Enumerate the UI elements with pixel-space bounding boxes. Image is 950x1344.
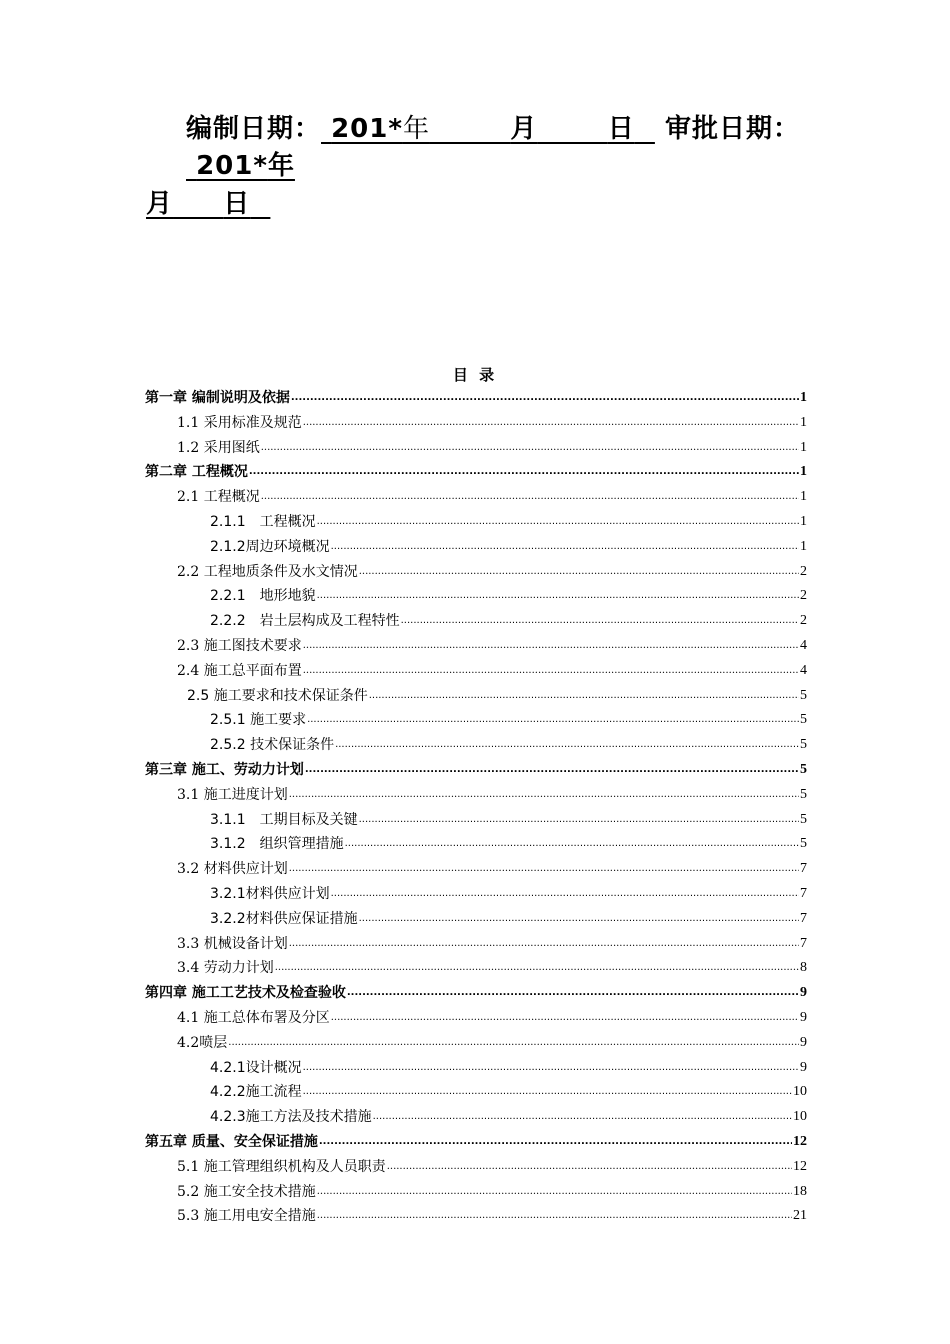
toc-entry-page: 5 [800, 712, 807, 728]
toc-entry-title: 2.1 工程概况 [177, 489, 260, 506]
compile-day-unit: 日 [607, 114, 635, 144]
toc-entry-page: 18 [793, 1183, 807, 1199]
toc-leader-dots [373, 1105, 792, 1130]
toc-leader-dots [249, 460, 799, 485]
toc-entry[interactable] [145, 1180, 807, 1205]
toc-entry[interactable] [145, 584, 807, 609]
toc-leader-dots [345, 832, 799, 857]
toc-entry-page: 5 [800, 786, 807, 802]
toc-entry-title: 5.3 施工用电安全措施 [177, 1208, 316, 1225]
toc-entry-title: 3.3 机械设备计划 [177, 935, 288, 952]
toc-leader-dots [401, 609, 799, 634]
toc-leader-dots [359, 560, 799, 585]
toc-entry-title: 3.1.1 工期目标及关键 [210, 811, 358, 828]
toc-entry[interactable] [145, 634, 807, 659]
toc-entry-title: 4.2.2施工流程 [210, 1084, 302, 1101]
toc-entry-title: 2.1.1 工程概况 [210, 513, 316, 530]
toc-entry[interactable] [145, 832, 807, 857]
toc-entry-page: 2 [800, 613, 807, 629]
toc-entry-page: 2 [800, 563, 807, 579]
toc-leader-dots [275, 956, 799, 981]
toc-leader-dots [331, 1006, 799, 1031]
toc-entry-page: 9 [800, 1034, 807, 1050]
toc-entry-page: 10 [793, 1109, 807, 1125]
toc-entry[interactable] [145, 1155, 807, 1180]
toc-leader-dots [289, 857, 799, 882]
toc-entry-title: 3.1.2 组织管理措施 [210, 836, 344, 853]
toc-entry-page: 1 [800, 439, 807, 455]
toc-leader-dots [303, 634, 799, 659]
toc-entry-page: 5 [800, 811, 807, 827]
toc-leader-dots [317, 510, 799, 535]
toc-entry-page: 9 [800, 1009, 807, 1025]
toc-entry[interactable] [145, 808, 807, 833]
toc-entry-title: 3.2.1材料供应计划 [210, 885, 330, 902]
toc-entry-page: 5 [800, 687, 807, 703]
toc-entry[interactable] [145, 1130, 807, 1155]
toc-entry-page: 2 [800, 588, 807, 604]
compile-date-value [321, 114, 655, 144]
toc-entry-title: 1.2 采用图纸 [177, 439, 260, 456]
toc-entry-page: 21 [793, 1208, 807, 1224]
toc-entry-page: 5 [800, 836, 807, 852]
toc-leader-dots [291, 386, 799, 411]
toc-entry[interactable] [145, 956, 807, 981]
toc-entry-title: 3.4 劳动力计划 [177, 960, 274, 977]
toc-leader-dots [331, 882, 799, 907]
toc-entry-title: 2.2.2 岩土层构成及工程特性 [210, 613, 400, 630]
toc-entry[interactable] [145, 1031, 807, 1056]
toc-entry[interactable] [145, 1080, 807, 1105]
compile-month-unit: 月 [510, 114, 538, 144]
toc-leader-dots [335, 733, 799, 758]
toc-entry-title: 5.1 施工管理组织机构及人员职责 [177, 1158, 386, 1175]
approve-day-unit: 日 [223, 189, 251, 219]
toc-entry[interactable] [145, 460, 807, 485]
toc-entry[interactable] [145, 783, 807, 808]
toc-entry-page: 4 [800, 637, 807, 653]
toc-entry[interactable] [145, 436, 807, 461]
toc-leader-dots [303, 659, 799, 684]
approve-month-unit: 月 [146, 189, 174, 219]
toc-leader-dots [228, 1031, 799, 1056]
toc-entry[interactable] [145, 510, 807, 535]
toc-entry-title: 4.2.1设计概况 [210, 1059, 302, 1076]
toc-entry-page: 7 [800, 861, 807, 877]
toc-leader-dots [317, 1180, 792, 1205]
table-of-contents [145, 386, 807, 1229]
toc-leader-dots [305, 758, 799, 783]
compile-year-unit: 年 [402, 114, 430, 144]
toc-entry-title: 第四章 施工工艺技术及检查验收 [145, 985, 346, 1002]
toc-entry-title: 2.1.2周边环境概况 [210, 538, 330, 555]
toc-entry-title: 第一章 编制说明及依据 [145, 390, 290, 406]
toc-leader-dots [303, 1080, 792, 1105]
compile-year: 201* [331, 114, 403, 144]
toc-entry-title: 2.4 施工总平面布置 [177, 662, 302, 679]
toc-entry-page: 9 [800, 985, 807, 1001]
toc-entry[interactable] [145, 560, 807, 585]
toc-entry-page: 8 [800, 960, 807, 976]
toc-leader-dots [359, 907, 799, 932]
toc-entry-title: 1.1 采用标准及规范 [177, 414, 302, 431]
toc-leader-dots [303, 411, 799, 436]
toc-entry-page: 1 [800, 414, 807, 430]
toc-entry-title: 2.5.1 施工要求 [210, 712, 307, 729]
toc-leader-dots [289, 932, 799, 957]
toc-leader-dots [319, 1130, 792, 1155]
toc-leader-dots [331, 535, 799, 560]
compile-date-label: 编制日期： [186, 114, 322, 144]
toc-leader-dots [347, 981, 799, 1006]
toc-title: 目 录 [452, 366, 498, 384]
toc-entry-page: 1 [800, 538, 807, 554]
toc-entry-page: 4 [800, 662, 807, 678]
toc-entry[interactable] [145, 485, 807, 510]
toc-entry-title: 2.5.2 技术保证条件 [210, 737, 335, 754]
toc-entry[interactable] [145, 932, 807, 957]
toc-entry[interactable] [145, 659, 807, 684]
approve-year: 201* [196, 151, 268, 181]
approve-date-value [186, 151, 295, 181]
toc-entry-title: 第二章 工程概况 [145, 464, 248, 481]
toc-leader-dots [317, 584, 799, 609]
toc-entry[interactable] [145, 609, 807, 634]
toc-leader-dots [289, 783, 799, 808]
toc-entry[interactable] [145, 907, 807, 932]
toc-entry-page: 9 [800, 1059, 807, 1075]
toc-entry-title: 第三章 施工、劳动力计划 [145, 761, 304, 778]
toc-entry[interactable] [145, 733, 807, 758]
toc-entry[interactable] [145, 684, 807, 709]
approve-date-continuation [146, 183, 846, 220]
toc-entry[interactable] [145, 411, 807, 436]
toc-entry[interactable] [145, 758, 807, 783]
toc-entry-page: 12 [793, 1158, 807, 1174]
approve-year-unit: 年 [267, 151, 295, 181]
toc-leader-dots [307, 708, 799, 733]
toc-entry-title: 2.2.1 地形地貌 [210, 588, 316, 605]
toc-entry[interactable] [145, 1105, 807, 1130]
toc-entry[interactable] [145, 981, 807, 1006]
toc-entry-title: 2.5 施工要求和技术保证条件 [187, 687, 368, 704]
toc-entry[interactable] [145, 857, 807, 882]
toc-entry[interactable] [145, 1006, 807, 1031]
toc-leader-dots [303, 1056, 799, 1081]
toc-entry-title: 3.2.2材料供应保证措施 [210, 910, 358, 927]
toc-entry-page: 12 [793, 1133, 807, 1149]
toc-entry[interactable] [145, 386, 807, 411]
toc-entry-page: 7 [800, 885, 807, 901]
toc-entry-title: 4.2.3施工方法及技术措施 [210, 1109, 372, 1126]
toc-entry-page: 5 [800, 737, 807, 753]
toc-entry-title: 4.2喷层 [177, 1034, 228, 1051]
toc-entry-title: 第五章 质量、安全保证措施 [145, 1133, 318, 1150]
toc-entry-page: 7 [800, 910, 807, 926]
toc-leader-dots [261, 436, 799, 461]
compile-date-line [186, 108, 886, 182]
toc-entry-title: 2.2 工程地质条件及水文情况 [177, 563, 358, 580]
toc-leader-dots [369, 684, 799, 709]
toc-entry-title: 2.3 施工图技术要求 [177, 637, 302, 654]
toc-entry-page: 1 [800, 513, 807, 529]
toc-entry-title: 4.1 施工总体布署及分区 [177, 1009, 330, 1026]
toc-entry-page: 7 [800, 935, 807, 951]
toc-leader-dots [261, 485, 799, 510]
toc-entry[interactable] [145, 708, 807, 733]
toc-leader-dots [359, 808, 799, 833]
approve-month-day [146, 189, 270, 219]
toc-entry[interactable] [145, 882, 807, 907]
toc-entry-page: 1 [800, 489, 807, 505]
toc-entry[interactable] [145, 1204, 807, 1229]
toc-leader-dots [317, 1204, 792, 1229]
approve-date-label: 审批日期： [664, 114, 800, 144]
toc-entry[interactable] [145, 1056, 807, 1081]
toc-entry-page: 1 [800, 464, 807, 480]
toc-entry-page: 1 [800, 390, 807, 405]
toc-entry-title: 5.2 施工安全技术措施 [177, 1183, 316, 1200]
toc-entry-page: 5 [800, 761, 807, 777]
toc-entry-title: 3.1 施工进度计划 [177, 786, 288, 803]
toc-entry[interactable] [145, 535, 807, 560]
toc-entry-title: 3.2 材料供应计划 [177, 861, 288, 878]
toc-leader-dots [387, 1155, 792, 1180]
toc-entry-page: 10 [793, 1084, 807, 1100]
